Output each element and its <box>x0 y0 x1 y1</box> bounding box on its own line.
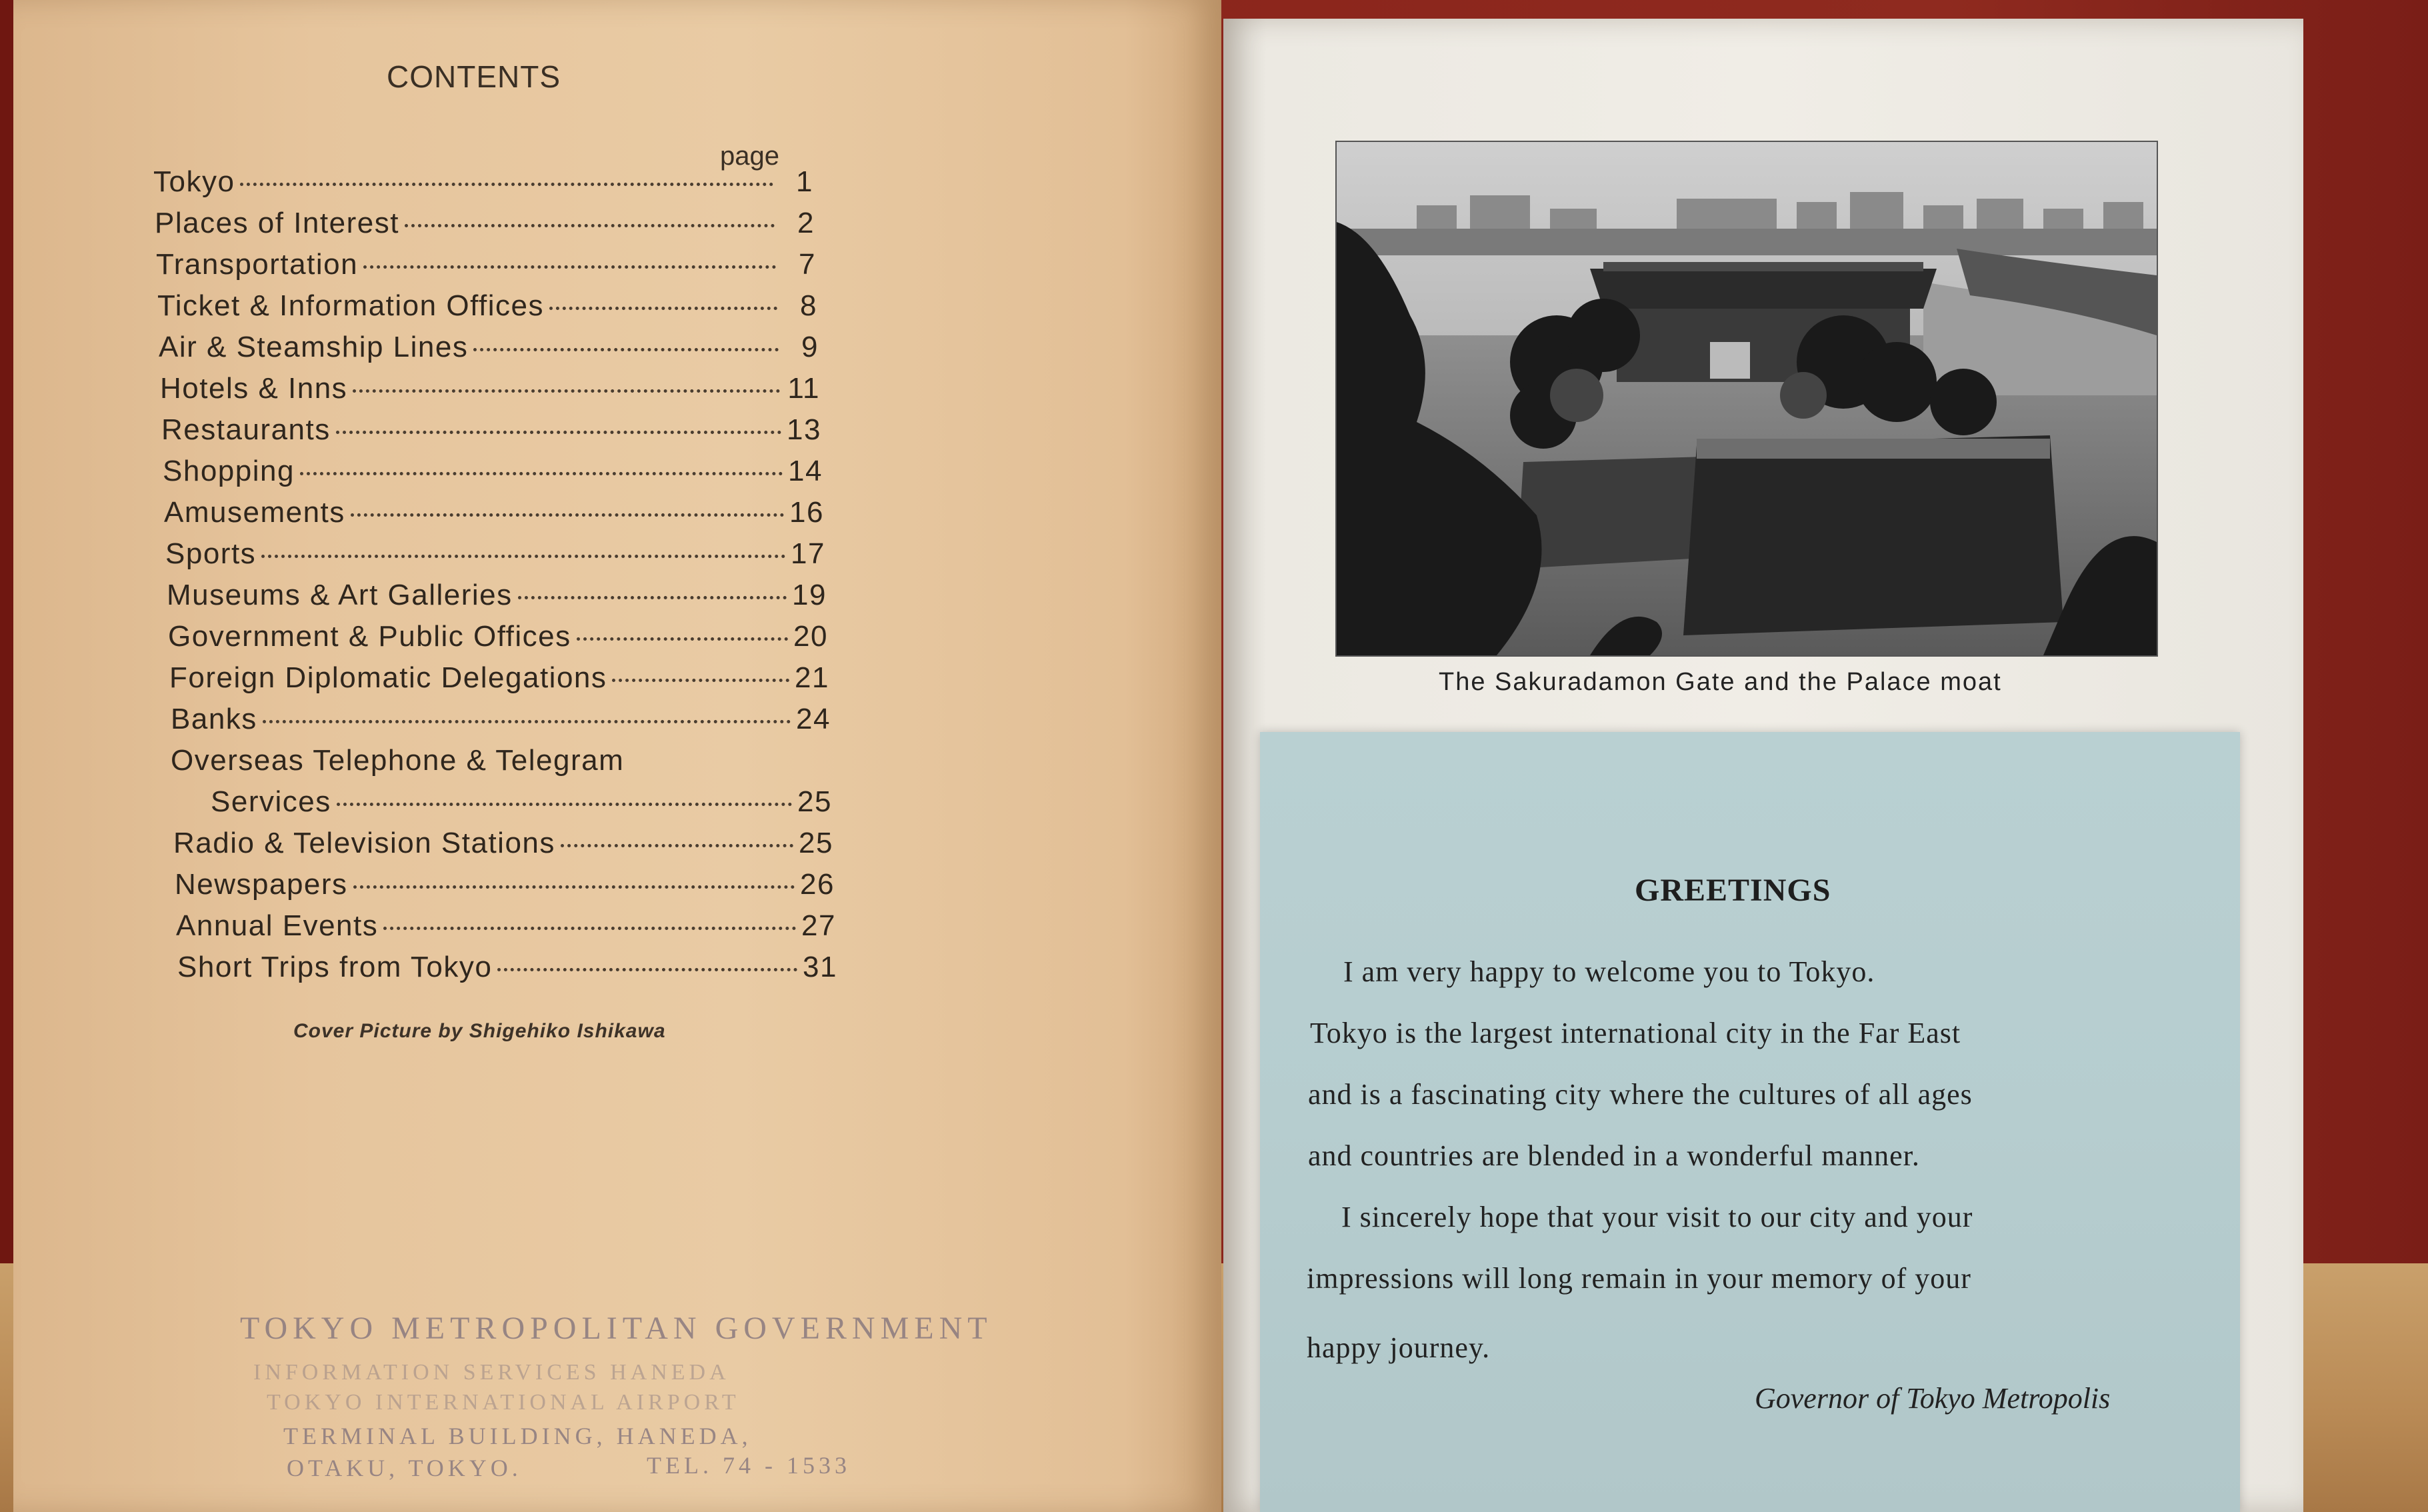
dot-leader <box>240 183 773 186</box>
toc-page: 11 <box>787 372 820 405</box>
dot-leader <box>561 844 793 847</box>
toc-entry <box>160 372 820 409</box>
toc-page: 1 <box>796 165 813 198</box>
left-page <box>13 0 1221 1512</box>
dot-leader <box>473 348 779 351</box>
dot-leader <box>383 927 796 930</box>
greeting-line: and is a fascinating city where the cultures of all ages <box>1308 1078 1973 1111</box>
toc-page: 27 <box>801 909 836 942</box>
photo-illustration <box>1337 142 2157 655</box>
toc-entry <box>153 165 813 203</box>
toc-page: 7 <box>799 248 816 281</box>
toc-page: 8 <box>800 289 817 322</box>
toc-entry <box>168 620 828 657</box>
dot-leader <box>497 968 797 971</box>
toc-label: Museums & Art Galleries <box>167 579 513 611</box>
page-column-header: page <box>720 141 779 171</box>
toc-label: Shopping <box>163 455 295 487</box>
table-of-contents <box>13 0 1221 1067</box>
stamp-line: INFORMATION SERVICES HANEDA <box>253 1360 730 1385</box>
toc-label: Short Trips from Tokyo <box>177 951 493 983</box>
dot-leader <box>518 596 787 599</box>
greeting-line: impressions will long remain in your memory of your <box>1307 1262 1971 1295</box>
toc-entry <box>164 496 824 533</box>
dot-leader <box>363 265 776 269</box>
toc-label: Hotels & Inns <box>160 372 348 405</box>
toc-label: Banks <box>171 703 257 735</box>
toc-entry <box>169 661 829 699</box>
toc-entry <box>176 909 836 947</box>
toc-label: Amusements <box>164 496 345 529</box>
photo-caption: The Sakuradamon Gate and the Palace moat <box>1439 668 2002 696</box>
dot-leader <box>263 720 791 723</box>
toc-entry <box>175 868 835 905</box>
stamp-line: TOKYO INTERNATIONAL AIRPORT <box>267 1390 740 1415</box>
toc-page: 2 <box>797 207 815 239</box>
toc-entry <box>171 703 831 740</box>
stamp-line: TOKYO METROPOLITAN GOVERNMENT <box>240 1311 993 1346</box>
stamp-line: TERMINAL BUILDING, HANEDA, <box>283 1423 752 1449</box>
greeting-line: happy journey. <box>1307 1331 1491 1364</box>
dot-leader <box>577 637 788 641</box>
toc-label: Ticket & Information Offices <box>157 289 544 322</box>
cover-credit: Cover Picture by Shigehiko Ishikawa <box>293 1020 666 1042</box>
dot-leader <box>337 803 792 806</box>
toc-page: 25 <box>799 827 833 859</box>
dot-leader <box>405 224 775 227</box>
toc-entry <box>177 951 837 988</box>
greeting-line: I am very happy to welcome you to Tokyo. <box>1343 955 1875 988</box>
toc-label: Newspapers <box>175 868 348 901</box>
dot-leader <box>261 555 785 558</box>
toc-entry <box>173 827 833 864</box>
toc-label: Places of Interest <box>155 207 399 239</box>
stamp-line: OTAKU, TOKYO. <box>287 1455 522 1481</box>
dot-leader <box>336 431 781 434</box>
toc-page: 9 <box>801 331 819 363</box>
dot-leader <box>351 513 784 517</box>
stamp-telephone: TEL. 74 - 1533 <box>647 1452 851 1479</box>
toc-page: 31 <box>803 951 837 983</box>
dot-leader <box>612 679 789 682</box>
greetings-title: GREETINGS <box>1635 873 1831 908</box>
toc-entry <box>161 413 821 451</box>
toc-page: 16 <box>789 496 824 529</box>
toc-label: Annual Events <box>176 909 379 942</box>
greeting-line: Tokyo is the largest international city in the Far East <box>1310 1017 1961 1049</box>
toc-page: 14 <box>788 455 823 487</box>
toc-entry <box>157 289 817 327</box>
toc-entry <box>167 579 827 616</box>
rubber-stamp <box>240 1297 993 1497</box>
toc-entry <box>163 455 823 492</box>
dot-leader <box>353 389 780 393</box>
toc-label: Radio & Television Stations <box>173 827 555 859</box>
toc-page: 19 <box>792 579 827 611</box>
toc-label: Foreign Diplomatic Delegations <box>169 661 607 694</box>
toc-label: Services <box>211 785 331 818</box>
toc-label: Air & Steamship Lines <box>159 331 469 363</box>
toc-entry-heading <box>171 744 831 781</box>
toc-entry <box>211 785 832 823</box>
toc-page: 13 <box>787 413 821 446</box>
toc-page: 24 <box>796 703 831 735</box>
sakuradamon-gate-photo <box>1337 142 2157 655</box>
toc-page: 21 <box>795 661 829 694</box>
toc-label: Restaurants <box>161 413 331 446</box>
greetings-signature: Governor of Tokyo Metropolis <box>1755 1382 2111 1415</box>
dot-leader <box>549 307 777 310</box>
toc-label: Tokyo <box>153 165 235 198</box>
toc-entry <box>165 537 825 575</box>
toc-entry <box>156 248 816 285</box>
toc-page: 26 <box>800 868 835 901</box>
greeting-line: and countries are blended in a wonderful manner. <box>1308 1139 1920 1172</box>
toc-label: Overseas Telephone & Telegram <box>171 744 625 777</box>
greeting-line: I sincerely hope that your visit to our city and your <box>1341 1201 1973 1233</box>
toc-label: Transportation <box>156 248 359 281</box>
toc-page: 25 <box>797 785 832 818</box>
contents-title: CONTENTS <box>387 59 561 94</box>
toc-label: Government & Public Offices <box>168 620 571 653</box>
toc-page: 17 <box>791 537 825 570</box>
dot-leader <box>300 472 783 475</box>
toc-entry <box>159 331 819 368</box>
dot-leader <box>353 885 795 889</box>
toc-label: Sports <box>165 537 257 570</box>
toc-entry <box>155 207 815 244</box>
toc-page: 20 <box>793 620 828 653</box>
